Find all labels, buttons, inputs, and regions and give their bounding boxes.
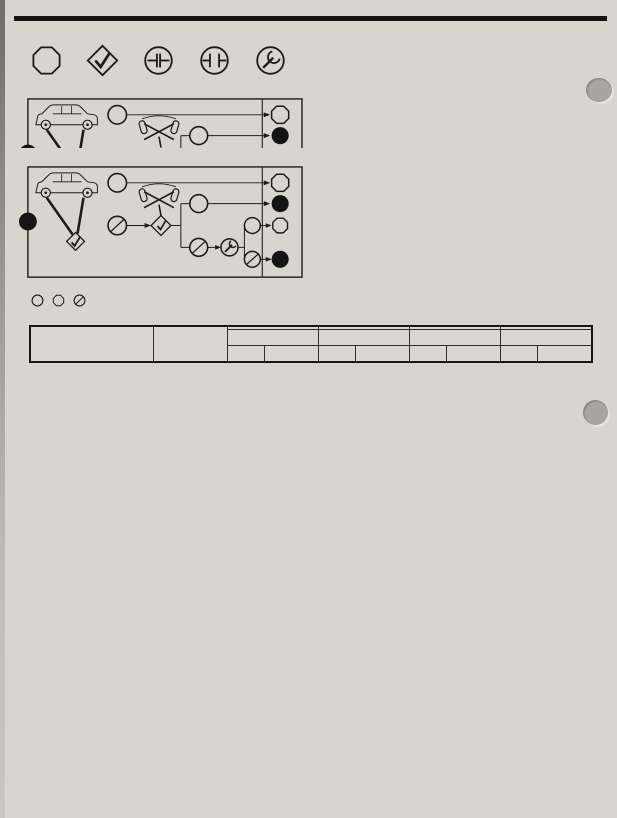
dars-symbols-row [14, 42, 304, 80]
header-rule [14, 16, 607, 21]
right-column [313, 34, 601, 317]
disconnect-icon [198, 44, 231, 77]
result-two-node [272, 127, 289, 144]
ok-crossed-symbol-inline [73, 294, 86, 307]
connect-symbol [130, 44, 186, 80]
torque-specifications-table [29, 325, 593, 363]
stop-symbol [18, 44, 74, 80]
check-diamond [151, 215, 171, 235]
torque-subheader [410, 329, 501, 345]
wheel-alignment-illustration [138, 183, 179, 215]
check-diamond [67, 232, 85, 250]
nm-header [447, 345, 501, 362]
car-illustration [36, 172, 98, 196]
result-two-node [272, 250, 289, 267]
dars-chart-full [14, 156, 304, 289]
stop-node [272, 174, 289, 191]
check-icon [86, 44, 119, 77]
disconnect-symbol [186, 44, 242, 80]
ftlb-header [501, 345, 538, 362]
result-two-node [272, 195, 289, 212]
wheel-alignment-illustration [138, 116, 179, 148]
step-number-badge [19, 145, 37, 148]
torque-table-section [14, 325, 607, 363]
nm-header [356, 345, 410, 362]
dars-flowchart-cropped [14, 88, 304, 148]
repair-icon [254, 44, 287, 77]
dars-chart-partial [14, 88, 304, 148]
stop-node [272, 106, 289, 123]
col-header-capscrew-markings [30, 326, 154, 362]
left-column [14, 34, 304, 317]
nm-header [265, 345, 319, 362]
check-symbol [74, 44, 130, 80]
ftlb-header [228, 345, 265, 362]
torque-subheader [501, 329, 592, 345]
dars-flowchart [14, 156, 304, 289]
nm-header [538, 345, 592, 362]
repair-symbol [242, 44, 298, 80]
hole-punch-middle [583, 400, 608, 425]
stop-symbol-inline [52, 294, 65, 307]
ok-symbol-inline [31, 294, 44, 307]
page-edge-shadow [0, 0, 5, 818]
step-number-badge [19, 212, 37, 230]
col-header-body-size [154, 326, 228, 362]
stop-node [273, 218, 288, 233]
sequence-paragraph [14, 294, 304, 309]
ftlb-header [319, 345, 356, 362]
torque-subheader [228, 329, 319, 345]
car-illustration [36, 105, 98, 129]
ftlb-header [410, 345, 447, 362]
connect-icon [142, 44, 175, 77]
torque-subheader [319, 329, 410, 345]
stop-icon [30, 44, 63, 77]
